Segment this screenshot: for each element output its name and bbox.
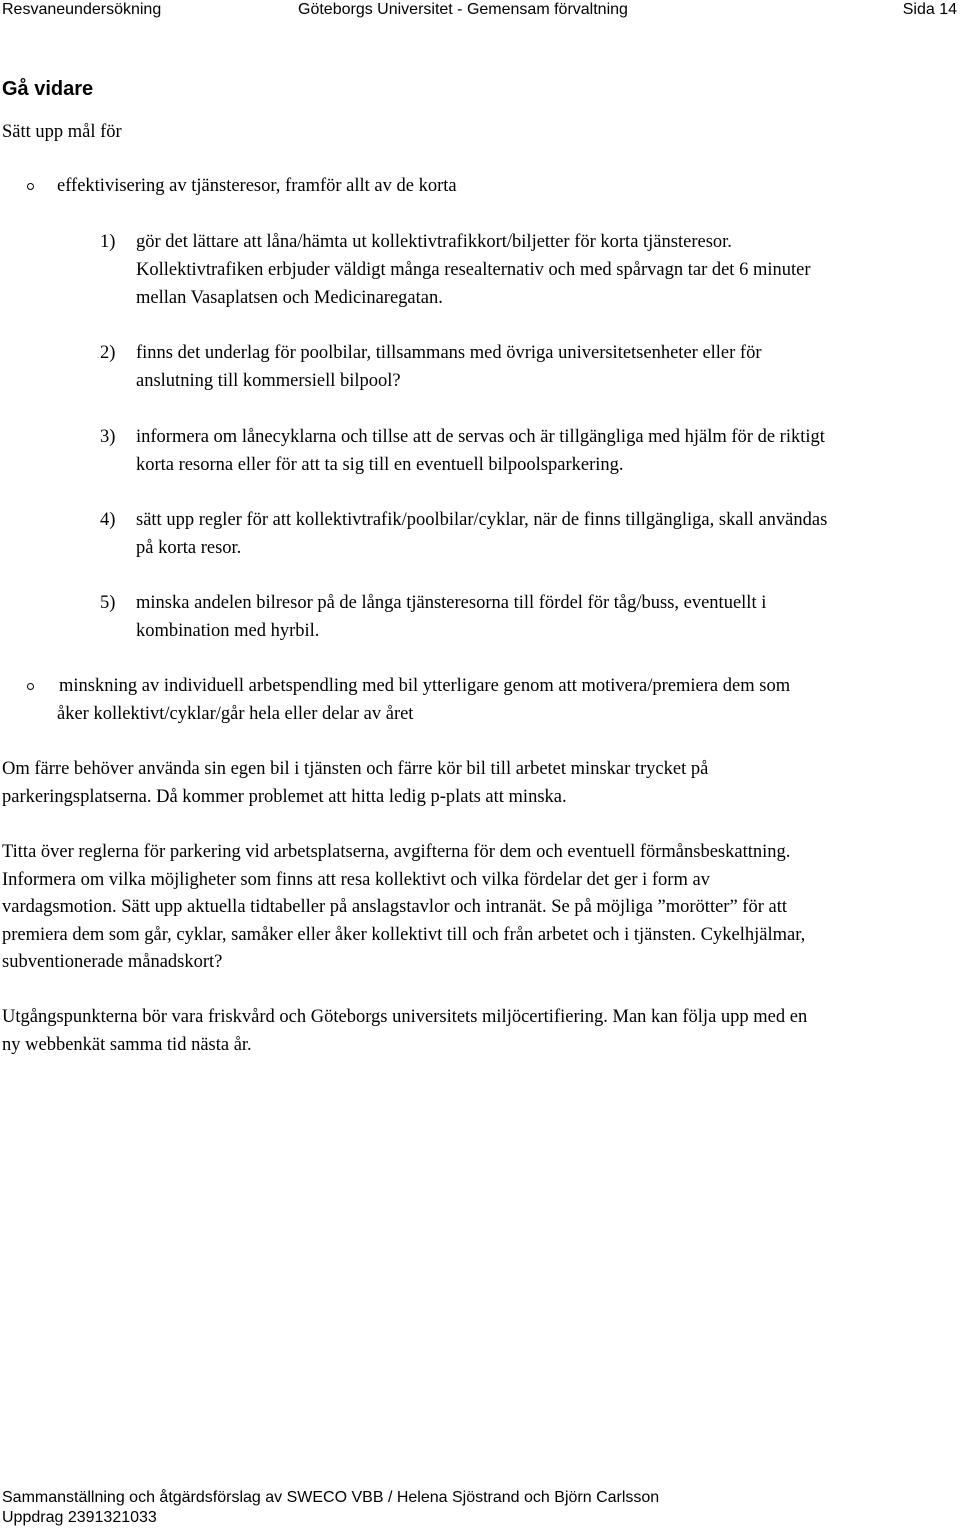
item-text-line: minska andelen bilresor på de långa tjänsteresorna till fördel för tåg/buss, eventuellt i (136, 593, 767, 613)
paragraph-line: Titta över reglerna för parkering vid arbetsplatserna, avgifterna för dem och eventuell förmånsbeskattning. (2, 842, 791, 862)
paragraph-1 (2, 756, 708, 811)
item-number: 5) (100, 593, 116, 613)
item-number: 4) (100, 510, 116, 530)
page-header (0, 0, 960, 22)
item-text-line: informera om lånecyklarna och tillse att de servas och är tillgängliga med hjälm för de riktigt (136, 427, 825, 447)
section-intro: Sätt upp mål för (2, 122, 122, 142)
item-text-line: sätt upp regler för att kollektivtrafik/poolbilar/cyklar, när de finns tillgängliga, skall användas (136, 510, 828, 530)
paragraph-line: Om färre behöver använda sin egen bil i tjänsten och färre kör bil till arbetet minskar trycket på (2, 759, 709, 779)
header-document-title: Resvaneundersökning (2, 1, 162, 18)
item-number: 2) (100, 343, 116, 363)
bullet-item-text: minskning av individuell arbetspendling med bil ytterligare genom att motivera/premiera dem som (59, 676, 791, 696)
paragraph-line: parkeringsplatserna. Då kommer problemet att hitta ledig p-plats att minska. (2, 786, 567, 807)
item-number: 3) (100, 427, 116, 447)
footer-assignment-number: Uppdrag 2391321033 (2, 1509, 157, 1526)
item-text-line: på korta resor. (136, 538, 242, 558)
paragraph-line: Utgångspunkterna bör vara friskvård och Göteborgs universitets miljöcertifiering. Man kan följa upp med en (2, 1007, 808, 1027)
item-text-line: Kollektivtrafiken erbjuder väldigt många resealternativ och med spårvagn tar det 6 minuter (136, 260, 811, 280)
item-text-line: mellan Vasaplatsen och Medicinaregatan. (136, 288, 443, 308)
item-text-line: korta resorna eller för att ta sig till en eventuell bilpoolsparkering. (136, 455, 624, 475)
bullet-icon (27, 183, 34, 190)
bullet-item-text: åker kollektivt/cyklar/går hela eller delar av året (57, 704, 414, 724)
bullet-icon (27, 683, 34, 690)
header-organization: Göteborgs Universitet - Gemensam förvaltning (298, 1, 628, 18)
paragraph-line: Informera om vilka möjligheter som finns att resa kollektivt och vilka fördelar det ger i form av (2, 869, 710, 890)
paragraph-3 (2, 1004, 807, 1059)
paragraph-line: ny webbenkät samma tid nästa år. (2, 1034, 252, 1055)
paragraph-2 (2, 839, 805, 977)
paragraph-line: subventionerade månadskort? (2, 952, 223, 972)
item-number: 1) (100, 232, 116, 252)
item-text-line: finns det underlag för poolbilar, tillsammans med övriga universitetsenheter eller för (136, 343, 762, 363)
bullet-item-text: effektivisering av tjänsteresor, framför allt av de korta (57, 176, 457, 196)
section-title: Gå vidare (2, 78, 94, 100)
header-page-number: Sida 14 (902, 1, 957, 18)
footer-credits: Sammanställning och åtgärdsförslag av SWECO VBB / Helena Sjöstrand och Björn Carlsson (2, 1489, 660, 1506)
paragraph-line: vardagsmotion. Sätt upp aktuella tidtabeller på anslagstavlor och intranät. Se på möjliga ”morötter” för att (2, 897, 787, 917)
paragraph-line: premiera dem som går, cyklar, samåker eller åker kollektivt till och från arbetet och i tjänsten. Cykelhjälmar, (2, 924, 806, 945)
item-text-line: kombination med hyrbil. (136, 621, 320, 641)
item-text-line: gör det lättare att låna/hämta ut kollektivtrafikkort/biljetter för korta tjänsteresor. (136, 232, 732, 252)
item-text-line: anslutning till kommersiell bilpool? (136, 371, 401, 391)
